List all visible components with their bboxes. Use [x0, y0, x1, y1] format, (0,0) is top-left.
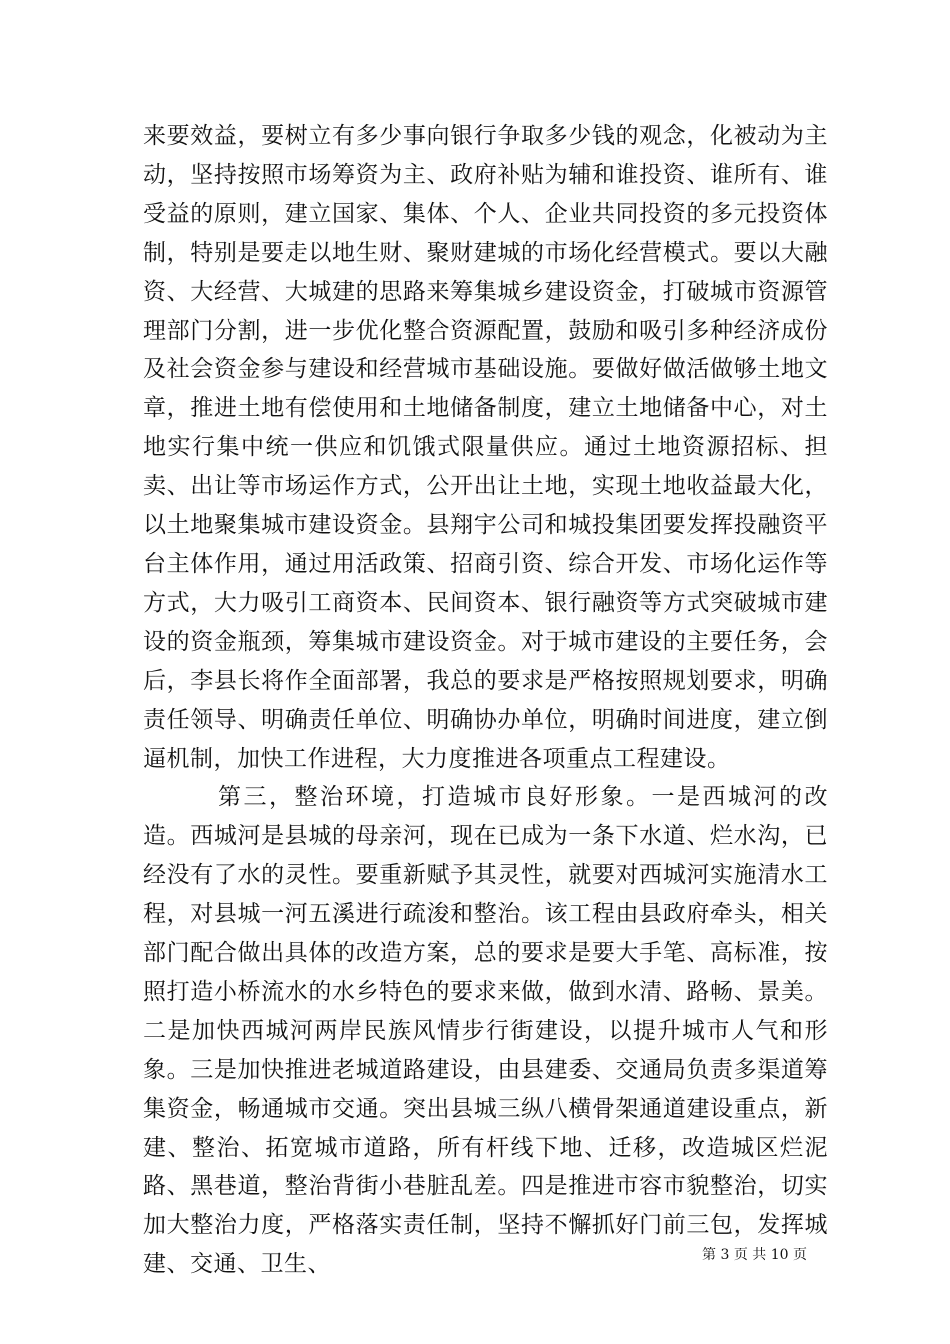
paragraph-environment: 第三，整治环境，打造城市良好形象。一是西城河的改造。西城河是县城的母亲河，现在已成为一条下水道、烂水沟，已经没有了水的灵性。要重新赋予其灵性，就要对西城河实施清水工程，对县城一河五溪进行疏浚和整治。该工程由县政府牵头，相关部门配合做出具体的改造方案，总的要求是要大手笔、高标准，按照打造小桥流水的水乡特色的要求来做，做到水清、路畅、景美。二是加快西城河两岸民族风情步行街建设，以提升城市人气和形象。三是加快推进老城道路建设，由县建委、交通局负责多渠道筹集资金，畅通城市交通。突出县城三纵八横骨架通道建设重点，新建、整治、拓宽城市道路，所有杆线下地、迁移，改造城区烂泥路、黑巷道，整治背街小巷脏乱差。四是推进市容市貌整治，切实加大整治力度，严格落实责任制，坚持不懈抓好门前三包，发挥城建、交通、卫生、	[143, 784, 828, 1278]
document-body	[143, 117, 828, 1284]
page-number-footer: 第 3 页 共 10 页	[702, 1247, 807, 1263]
paragraph-funding: 来要效益，要树立有多少事向银行争取多少钱的观念，化被动为主动，坚持按照市场筹资为主、政府补贴为辅和谁投资、谁所有、谁受益的原则，建立国家、集体、个人、企业共同投资的多元投资体制，特别是要走以地生财、聚财建城的市场化经营模式。要以大融资、大经营、大城建的思路来筹集城乡建设资金，打破城市资源管理部门分割，进一步优化整合资源配置，鼓励和吸引多种经济成份及社会资金参与建设和经营城市基础设施。要做好做活做够土地文章，推进土地有偿使用和土地储备制度，建立土地储备中心，对土地实行集中统一供应和饥饿式限量供应。通过土地资源招标、担卖、出让等市场运作方式，公开出让土地，实现土地收益最大化，以土地聚集城市建设资金。县翔宇公司和城投集团要发挥投融资平台主体作用，通过用活政策、招商引资、综合开发、市场化运作等方式，大力吸引工商资本、民间资本、银行融资等方式突破城市建设的资金瓶颈，筹集城市建设资金。对于城市建设的主要任务，会后，李县长将作全面部署，我总的要求是严格按照规划要求，明确责任领导、明确责任单位、明确协办单位，明确时间进度，建立倒逼机制，加快工作进程，大力度推进各项重点工程建设。	[143, 123, 828, 772]
